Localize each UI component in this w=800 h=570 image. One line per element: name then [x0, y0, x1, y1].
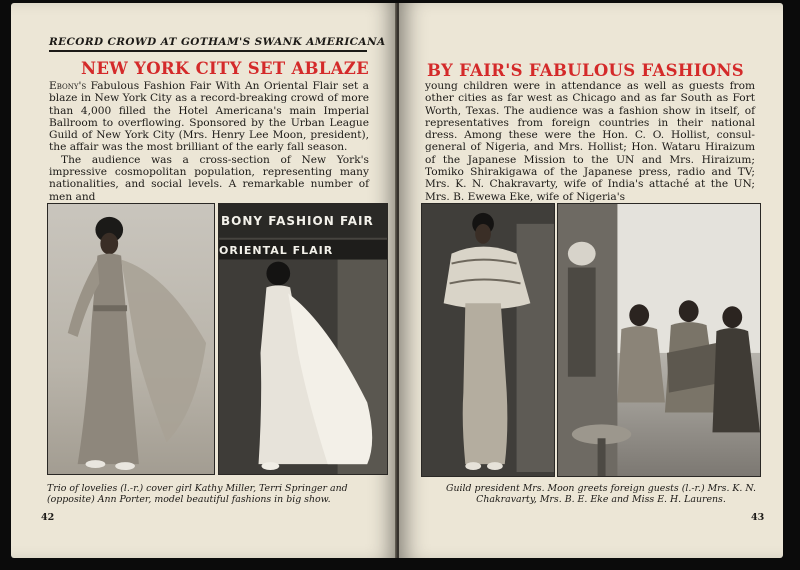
photo-model-patterned-stole	[421, 203, 555, 477]
right-headline: BY FAIR'S FABULOUS FASHIONS	[427, 61, 745, 80]
magazine-spread	[11, 3, 783, 558]
left-paragraph-1-text: Fabulous Fashion Fair With An Oriental Flair set a blaze in New York City as a record-breaking crowd of more than 4,000 filled the Hotel Americana's main Imperial Ballroom to overflowing. Sponsored by the Urban League Guild of New York City (Mrs. Henry Lee Moon, president), the affair was the most brilliant of the early fall season.	[49, 80, 369, 154]
photo-model-fashion-fair-sign	[218, 203, 388, 475]
lead-in: Ebony's	[49, 80, 87, 92]
photo-model-flowing-gown	[47, 203, 215, 475]
section-kicker: RECORD CROWD AT GOTHAM'S SWANK AMERICANA	[49, 36, 367, 52]
oriental-flair-sign-text: ORIENTAL FLAIR	[219, 244, 334, 257]
right-body-text: young children were in attendance as well as guests from other cities as far west as Chicago and as far South as Fort Worth, Texas. The audience was a fashion show in itself, of representatives from foreign countries in their national dress. Among these were the Hon. C. O. Hollist, consul-general of Nigeria, and Mrs. Hollist; Hon. Wataru Hiraizum of the Japanese Mission to the UN and Mrs. Hiraizum; Tomiko Shirakigawa of the Japanese press, radio and TV; Mrs. K. N. Chakravarty, wife of India's attaché at the UN; Mrs. B. Ewewa Eke, wife of Nigeria's	[425, 80, 755, 203]
left-photo-caption: Trio of lovelies (l.-r.) cover girl Kathy Miller, Terri Springer and (opposite) Ann Porter, model beautiful fashions in big show.	[47, 483, 348, 506]
left-paragraph-1	[49, 80, 369, 154]
fashion-fair-sign-text: BONY FASHION FAIR	[221, 214, 374, 228]
page-number-left: 42	[41, 512, 55, 523]
page-number-right: 43	[751, 512, 765, 523]
right-photo-caption: Guild president Mrs. Moon greets foreign guests (l.-r.) Mrs. K. N. Chakravarty, Mrs. B. E. Eke and Miss E. H. Laurens.	[446, 483, 756, 506]
right-page	[399, 3, 783, 558]
left-page	[11, 3, 397, 558]
left-body-text	[49, 80, 369, 203]
photo-seated-foreign-guests	[557, 203, 761, 477]
left-headline: NEW YORK CITY SET ABLAZE	[81, 59, 370, 78]
left-paragraph-2: The audience was a cross-section of New York's impressive cosmopolitan population, representing many nationalities, and social levels. A remarkable number of men and	[49, 153, 369, 203]
